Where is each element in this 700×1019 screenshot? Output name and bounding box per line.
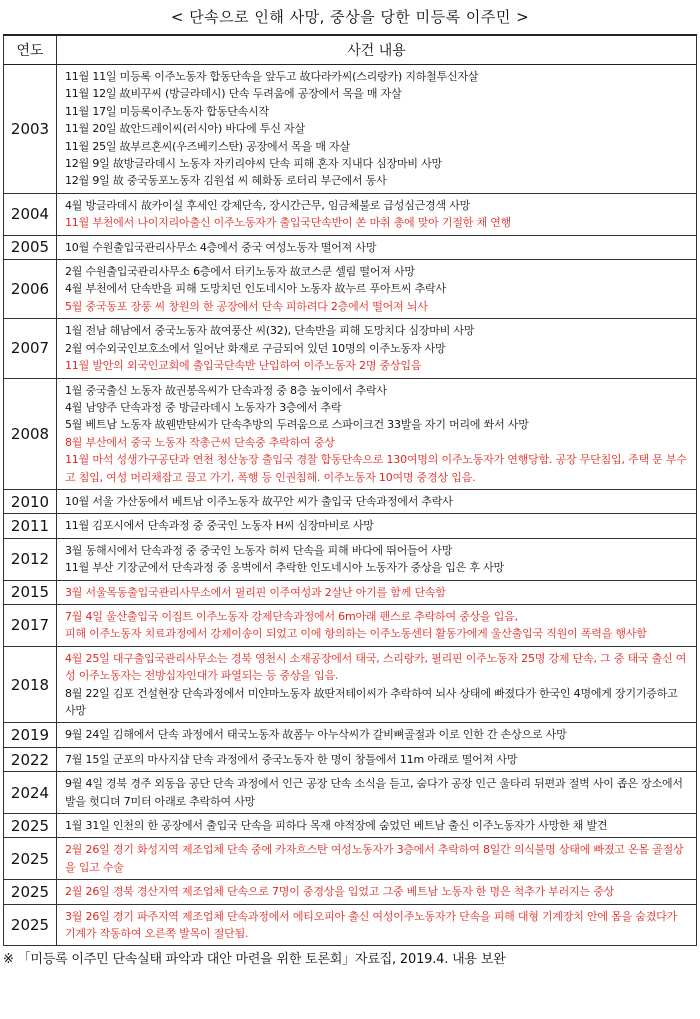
event-entry: 4월 남양주 단속과정 중 방글라데시 노동자가 3층에서 추락 [65, 400, 342, 414]
table-row [4, 319, 697, 378]
year-cell: 2010 [4, 489, 57, 513]
events-cell [57, 580, 697, 604]
event-entry: 9월 24일 김해에서 단속 과정에서 태국노동자 故폼누 아누삭씨가 갈비뼈골절과 이로 인한 간 손상으로 사망 [65, 728, 567, 742]
year-cell: 2018 [4, 646, 57, 723]
event-entry: 11월 부산 기장군에서 단속과정 중 옹벽에서 추락한 인도네시아 노동자가 중상을 입은 후 사망 [65, 561, 504, 575]
table-row [4, 880, 697, 904]
events-cell [57, 747, 697, 771]
table-row [4, 772, 697, 814]
event-entry: 9월 4일 경북 경주 외동읍 공단 단속 과정에서 인근 공장 단속 소식을 듣고, 숨다가 공장 인근 울타리 뒤편과 절벽 사이 좁은 장소에서 발을 헛디뎌 7미터 아래로 추락하여 사망 [65, 777, 683, 808]
table-row [4, 580, 697, 604]
event-entry: 3월 서울목동출입국관리사무소에서 필리핀 이주여성과 2살난 아기를 함께 단속함 [65, 585, 446, 599]
events-cell [57, 646, 697, 723]
table-row [4, 514, 697, 538]
event-entry: 8월 부산에서 중국 노동자 작총근씨 단속중 추락하여 중상 [65, 435, 335, 449]
page-title: < 단속으로 인해 사망, 중상을 당한 미등록 이주민 > [170, 8, 530, 26]
events-cell [57, 235, 697, 259]
year-cell: 2006 [4, 260, 57, 319]
source-footnote: ※ 「미등록 이주민 단속실태 파악과 대안 마련을 위한 토론회」자료집, 2019.4. 내용 보완 [3, 952, 506, 968]
event-entry: 2월 수원출입국관리사무소 6층에서 터키노동자 故코스쿤 셀림 떨어져 사망 [65, 265, 415, 279]
year-cell: 2011 [4, 514, 57, 538]
table-row [4, 904, 697, 946]
event-entry: 2월 26일 경북 경산지역 제조업체 단속으로 7명이 중경상을 입었고 그중 베트남 노동자 한 명은 척추가 부러지는 중상 [65, 885, 615, 899]
year-cell: 2017 [4, 604, 57, 646]
table-row [4, 378, 697, 489]
events-cell [57, 772, 697, 814]
year-cell: 2004 [4, 193, 57, 235]
year-cell: 2003 [4, 65, 57, 194]
events-cell [57, 880, 697, 904]
event-entry: 5월 베트남 노동자 故웬반탄씨가 단속추방의 두려움으로 스파이크건 33발을 자기 머리에 쏴서 사망 [65, 418, 529, 432]
year-cell: 2025 [4, 904, 57, 946]
year-cell: 2024 [4, 772, 57, 814]
year-cell: 2022 [4, 747, 57, 771]
event-entry: 11월 25일 故부르혼씨(우즈베키스탄) 공장에서 목을 매 자살 [65, 139, 350, 153]
table-row [4, 838, 697, 880]
event-entry: 11월 부천에서 나이지리아출신 이주노동자가 출입국단속반이 쏜 마취 총에 맞아 기절한 채 연행 [65, 216, 512, 230]
event-entry: 11월 11일 미등록 이주노동자 합동단속을 앞두고 故다라카씨(스리랑카) 지하철투신자살 [65, 70, 479, 83]
event-entry: 11월 김포시에서 단속과정 중 중국인 노동자 H씨 심장마비로 사망 [65, 519, 374, 533]
event-entry: 11월 마석 성생가구공단과 연천 청산농장 출입국 경찰 합동단속으로 130여명의 이주노동자가 연행당함. 공장 무단침입, 주택 문 부수고 침입, 여성 머리채잡고 끌고 가기, 폭행 등 인권침해. 이주노동자 10여명 중경상 입음. [65, 453, 687, 484]
events-cell [57, 260, 697, 319]
incident-table [3, 34, 697, 946]
table-row [4, 260, 697, 319]
event-entry: 3월 26일 경기 파주지역 제조업체 단속과정에서 에티오피아 출신 여성이주노동자가 단속을 피해 대형 기계장치 안에 몸을 숨겼다가 기계가 작동하여 오른쪽 발목이 절단됨. [65, 909, 677, 941]
event-entry: 7월 15일 군포의 마사지샵 단속 과정에서 중국노동자 한 명이 창틀에서 11m 아래로 떨어져 사망 [65, 752, 518, 766]
event-entry: 1월 31일 인천의 한 공장에서 출입국 단속을 피하다 목재 야적장에 숨었던 베트남 출신 이주노동자가 사망한 채 발견 [65, 819, 608, 833]
event-entry: 5월 중국동포 장풍 씨 창원의 한 공장에서 단속 피하려다 2층에서 떨어져 뇌사 [65, 299, 428, 313]
event-entry: 10월 서울 가산동에서 베트남 이주노동자 故꾸안 씨가 출입국 단속과정에서 추락사 [65, 494, 453, 508]
events-cell [57, 814, 697, 838]
event-entry: 4월 부천에서 단속반을 피해 도망치던 인도네시아 노동자 故누르 푸아트씨 추락사 [65, 282, 446, 296]
events-cell [57, 65, 697, 194]
event-entry: 4월 방글라데시 故카이실 후세인 강제단속, 장시간근무, 임금체불로 급성심근경색 사망 [65, 198, 471, 212]
event-entry: 1월 중국출신 노동자 故권봉옥씨가 단속과정 중 8층 높이에서 추락사 [65, 383, 387, 397]
year-cell: 2025 [4, 814, 57, 838]
table-row [4, 604, 697, 646]
table-body [4, 65, 697, 946]
event-entry: 2월 여수외국인보호소에서 일어난 화재로 구금되어 있던 10명의 이주노동자 사망 [65, 341, 446, 355]
events-cell [57, 604, 697, 646]
table-row [4, 723, 697, 747]
event-entry: 11월 발안의 외국인교회에 출입국단속반 난입하여 이주노동자 2명 중상입음 [65, 359, 422, 373]
year-cell: 2025 [4, 838, 57, 880]
event-entry: 4월 25일 대구출입국관리사무소는 경북 영천시 소재공장에서 태국, 스리랑카, 필리핀 이주노동자 25명 강제 단속, 그 중 태국 출신 여성 이주노동자는 전방십자인대가 파열되는 등 중상을 입음. [65, 651, 687, 683]
events-cell [57, 514, 697, 538]
event-entry: 피해 이주노동자 치료과정에서 강제이송이 되었고 이에 항의하는 이주노동센터 활동가에게 울산출입국 직원이 폭력을 행사함 [65, 627, 647, 641]
event-entry: 11월 20일 故안드레이씨(러시아) 바다에 투신 자살 [65, 122, 305, 136]
events-cell [57, 378, 697, 489]
table-row [4, 193, 697, 235]
event-entry: 12월 9일 故 중국동포노동자 김원섭 씨 혜화동 로터리 부근에서 동사 [65, 174, 387, 188]
year-cell: 2005 [4, 235, 57, 259]
event-entry: 8월 22일 김포 건설현장 단속과정에서 미얀마노동자 故딴저테이씨가 추락하여 뇌사 상태에 빠졌다가 한국인 4명에게 장기기증하고 사망 [65, 686, 678, 717]
event-entry: 3월 동해시에서 단속과정 중 중국인 노동자 허씨 단속을 피해 바다에 뛰어들어 사망 [65, 543, 453, 557]
event-entry: 2월 26일 경기 화성지역 제조업체 단속 중에 카자흐스탄 여성노동자가 3층에서 추락하여 8일간 의식불명 상태에 빠졌고 온몸 골절상을 입고 수술 [65, 843, 684, 874]
events-cell [57, 193, 697, 235]
year-cell: 2012 [4, 538, 57, 580]
events-cell [57, 904, 697, 946]
table-row [4, 747, 697, 771]
table-row [4, 538, 697, 580]
year-cell: 2025 [4, 880, 57, 904]
events-cell [57, 838, 697, 880]
year-cell: 2019 [4, 723, 57, 747]
events-cell [57, 538, 697, 580]
year-cell: 2007 [4, 319, 57, 378]
table-header-row [4, 35, 697, 65]
table-row [4, 235, 697, 259]
events-cell [57, 319, 697, 378]
year-cell: 2008 [4, 378, 57, 489]
event-entry: 7월 4일 울산출입국 이집트 이주노동자 강제단속과정에서 6m아래 펜스로 추락하여 중상을 입음, [65, 609, 518, 623]
events-cell [57, 489, 697, 513]
year-column-header: 연도 [4, 35, 57, 65]
year-cell: 2015 [4, 580, 57, 604]
table-row [4, 65, 697, 194]
events-column-header: 사건 내용 [57, 35, 697, 65]
event-entry: 12월 9일 故방글라데시 노동자 자키리야씨 단속 피해 혼자 지내다 심장마비 사망 [65, 157, 442, 171]
table-row [4, 489, 697, 513]
table-row [4, 646, 697, 723]
events-cell [57, 723, 697, 747]
table-row [4, 814, 697, 838]
event-entry: 11월 12일 故비꾸씨 (방글라데시) 단속 두려움에 공장에서 목을 매 자살 [65, 87, 402, 101]
event-entry: 1월 전남 해남에서 중국노동자 故여풍산 씨(32), 단속반을 피해 도망치다 심장마비 사망 [65, 324, 475, 338]
event-entry: 11월 17일 미등록이주노동자 합동단속시작 [65, 104, 269, 118]
event-entry: 10월 수원출입국관리사무소 4층에서 중국 여성노동자 떨어져 사망 [65, 240, 377, 254]
